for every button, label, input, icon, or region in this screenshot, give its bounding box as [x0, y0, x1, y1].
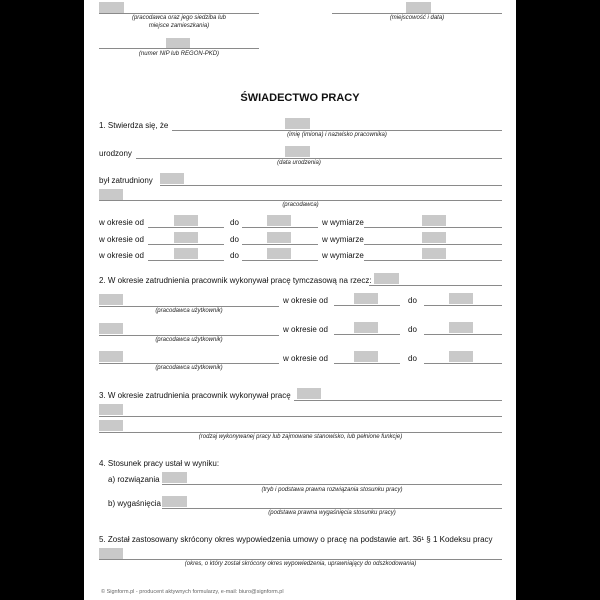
- period-3-from-field[interactable]: [174, 248, 198, 259]
- period-3-to-field[interactable]: [267, 248, 291, 259]
- period-1-to-label: do: [230, 218, 239, 227]
- period-3-to-line: [242, 260, 318, 261]
- user-employer-1-to-label: do: [408, 296, 417, 305]
- nip-field[interactable]: [166, 38, 190, 48]
- user-employer-3-line: [99, 363, 279, 364]
- section3-label: 3. W okresie zatrudnienia pracownik wykonywał pracę: [99, 391, 291, 400]
- employed-field[interactable]: [160, 173, 184, 184]
- period-3-dimension-line: [364, 260, 502, 261]
- place-date-field[interactable]: [406, 2, 431, 13]
- period-2-to-label: do: [230, 235, 239, 244]
- period-3-from-line: [148, 260, 224, 261]
- birthdate-line: [136, 158, 502, 159]
- period-1-dimension-field[interactable]: [422, 215, 446, 226]
- period-1-to-field[interactable]: [267, 215, 291, 226]
- place-date-line: [332, 13, 502, 14]
- employer-name-line: [99, 200, 502, 201]
- birthdate-field[interactable]: [285, 146, 310, 157]
- period-1-dimension-line: [364, 227, 502, 228]
- period-3-to-label: do: [230, 251, 239, 260]
- termination-label: a) rozwiązania: [108, 475, 160, 484]
- user-employer-3-field[interactable]: [99, 351, 123, 362]
- period-3-dimension-label: w wymiarze: [322, 251, 364, 260]
- user-employer-2-to-label: do: [408, 325, 417, 334]
- temp-work-field[interactable]: [374, 273, 399, 284]
- user-employer-1-from-field[interactable]: [354, 293, 378, 304]
- user-employer-1-field[interactable]: [99, 294, 123, 305]
- certificate-page: [84, 0, 516, 600]
- work-type-field-2[interactable]: [99, 404, 123, 415]
- work-type-field-1[interactable]: [297, 388, 321, 399]
- employee-name-line: [172, 130, 502, 131]
- employed-line: [160, 185, 502, 186]
- user-employer-2-caption: (pracodawca użytkownik): [155, 337, 223, 343]
- user-employer-1-from-line: [334, 305, 400, 306]
- section4-label: 4. Stosunek pracy ustał w wyniku:: [99, 459, 220, 468]
- termination-caption: (tryb i podstawa prawna rozwiązania stosunku pracy): [261, 487, 403, 493]
- user-employer-2-from-line: [334, 334, 400, 335]
- user-employer-3-to-line: [424, 363, 502, 364]
- user-employer-2-field[interactable]: [99, 323, 123, 334]
- period-1-dimension-label: w wymiarze: [322, 218, 364, 227]
- user-employer-3-from-field[interactable]: [354, 351, 378, 362]
- user-employer-3-to-label: do: [408, 354, 417, 363]
- period-2-to-field[interactable]: [267, 232, 291, 243]
- notice-period-line: [99, 559, 502, 560]
- user-employer-2-from-label: w okresie od: [283, 325, 328, 334]
- period-1-from-field[interactable]: [174, 215, 198, 226]
- employer-field[interactable]: [99, 2, 124, 13]
- section1-label: 1. Stwierdza się, że: [99, 121, 169, 130]
- notice-period-caption: (okres, o który został skrócony okres wypowiedzenia, uprawniający do odszkodowania): [184, 561, 417, 567]
- expiry-label: b) wygaśnięcia: [108, 499, 161, 508]
- user-employer-2-to-field[interactable]: [449, 322, 473, 333]
- employee-name-field[interactable]: [285, 118, 310, 129]
- period-2-to-line: [242, 244, 318, 245]
- user-employer-2-to-line: [424, 334, 502, 335]
- work-type-line-2: [99, 416, 502, 417]
- nip-line: [99, 48, 259, 49]
- employee-name-caption: (imię (imiona) i nazwisko pracownika): [287, 132, 387, 138]
- document-title: ŚWIADECTWO PRACY: [240, 92, 360, 104]
- user-employer-3-caption: (pracodawca użytkownik): [155, 365, 223, 371]
- period-2-from-line: [148, 244, 224, 245]
- user-employer-3-to-field[interactable]: [449, 351, 473, 362]
- born-label: urodzony: [99, 149, 132, 158]
- expiry-caption: (podstawa prawna wygaśnięcia stosunku pracy): [268, 510, 396, 516]
- period-2-dimension-label: w wymiarze: [322, 235, 364, 244]
- user-employer-3-from-line: [334, 363, 400, 364]
- user-employer-1-from-label: w okresie od: [283, 296, 328, 305]
- place-date-caption: (miejscowość i data): [389, 15, 445, 21]
- work-type-line-3: [99, 432, 502, 433]
- period-1-from-label: w okresie od: [99, 218, 144, 227]
- footer-text: © Signform.pl - producent aktywnych formularzy, e-mail: biuro@signform.pl: [101, 589, 284, 595]
- user-employer-1-to-field[interactable]: [449, 293, 473, 304]
- section5-label: 5. Został zastosowany skrócony okres wypowiedzenia umowy o pracę na podstawie art. 36¹ § 1 Kodeksu pracy: [99, 535, 493, 544]
- user-employer-3-from-label: w okresie od: [283, 354, 328, 363]
- user-employer-2-from-field[interactable]: [354, 322, 378, 333]
- expiry-field[interactable]: [162, 496, 187, 507]
- expiry-line: [162, 508, 502, 509]
- period-1-from-line: [148, 227, 224, 228]
- employer-caption-2: miejsce zamieszkania): [148, 23, 210, 29]
- period-2-from-label: w okresie od: [99, 235, 144, 244]
- employer-line: [99, 13, 259, 14]
- employer-name-caption: (pracodawca): [282, 202, 319, 208]
- temp-work-line: [369, 285, 502, 286]
- nip-caption: (numer NIP lub REGON-PKD): [138, 51, 220, 57]
- period-3-from-label: w okresie od: [99, 251, 144, 260]
- termination-field[interactable]: [162, 472, 187, 483]
- period-2-dimension-line: [364, 244, 502, 245]
- notice-period-field[interactable]: [99, 548, 123, 559]
- period-2-dimension-field[interactable]: [422, 232, 446, 243]
- user-employer-1-caption: (pracodawca użytkownik): [155, 308, 223, 314]
- user-employer-2-line: [99, 335, 279, 336]
- employer-caption-1: (pracodawca oraz jego siedziba lub: [131, 15, 227, 21]
- work-type-caption: (rodzaj wykonywanej pracy lub zajmowane stanowisko, lub pełnione funkcje): [198, 434, 403, 440]
- employed-label: był zatrudniony: [99, 176, 153, 185]
- work-type-field-3[interactable]: [99, 420, 123, 431]
- termination-line: [162, 484, 502, 485]
- period-3-dimension-field[interactable]: [422, 248, 446, 259]
- user-employer-1-to-line: [424, 305, 502, 306]
- period-2-from-field[interactable]: [174, 232, 198, 243]
- birthdate-caption: (data urodzenia): [277, 160, 321, 166]
- user-employer-1-line: [99, 306, 279, 307]
- employer-name-field[interactable]: [99, 189, 123, 200]
- work-type-line-1: [294, 400, 502, 401]
- period-1-to-line: [242, 227, 318, 228]
- section2-label: 2. W okresie zatrudnienia pracownik wykonywał pracę tymczasową na rzecz:: [99, 276, 372, 285]
